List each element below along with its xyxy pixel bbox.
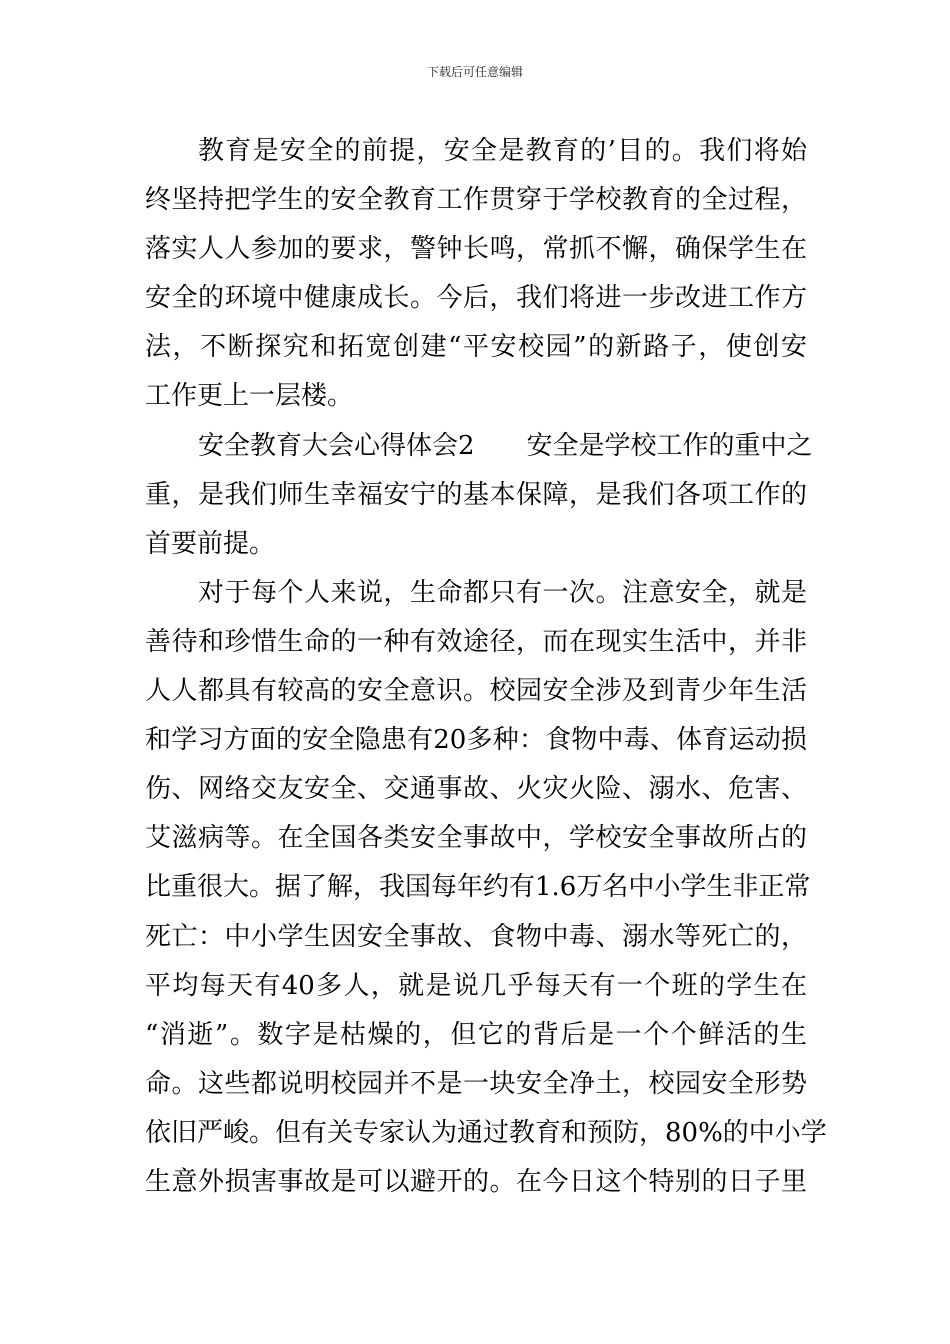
text-line: 生意外损害事故是可以避开的。在今日这个特别的日子里 bbox=[145, 1166, 807, 1197]
text-line: “消逝”。数字是枯燥的，但它的背后是一个个鲜活的生 bbox=[145, 1019, 807, 1050]
text-line: 命。这些都说明校园并不是一块安全净土，校园安全形势 bbox=[145, 1068, 807, 1099]
text-line: 善待和珍惜生命的一种有效途径，而在现实生活中，并非 bbox=[145, 626, 807, 657]
text-line: 对于每个人来说，生命都只有一次。注意安全，就是 bbox=[198, 577, 807, 608]
text-line: 落实人人参加的要求，警钟长鸣，常抓不懈，确保学生在 bbox=[145, 234, 807, 265]
text-line: 安全的环境中健康成长。今后，我们将进一步改进工作方 bbox=[145, 283, 807, 314]
text-line: 平均每天有40多人，就是说几乎每天有一个班的学生在 bbox=[145, 970, 807, 1001]
text-line: 重，是我们师生幸福安宁的基本保障，是我们各项工作的 bbox=[145, 479, 807, 510]
text-line: 首要前提。 bbox=[145, 528, 276, 559]
text-line: 死亡：中小学生因安全事故、食物中毒、溺水等死亡的， bbox=[145, 921, 807, 952]
page-header: 下载后可任意编辑 bbox=[426, 65, 523, 79]
text-line: 法，不断探究和拓宽创建“平安校园”的新路子，使创安 bbox=[145, 332, 807, 363]
text-line: 艾滋病等。在全国各类安全事故中，学校安全事故所占的 bbox=[145, 823, 807, 854]
text-line: 比重很大。据了解，我国每年约有1.6万名中小学生非正常 bbox=[145, 872, 811, 903]
text-line: 伤、网络交友安全、交通事故、火灾火险、溺水、危害、 bbox=[145, 774, 807, 805]
text-line: 工作更上一层楼。 bbox=[145, 381, 354, 412]
text-line: 人人都具有较高的安全意识。校园安全涉及到青少年生活 bbox=[145, 676, 807, 707]
text-line: 安全教育大会心得体会2 安全是学校工作的重中之 bbox=[198, 430, 813, 461]
text-line: 和学习方面的安全隐患有20多种：食物中毒、体育运动损 bbox=[145, 725, 807, 756]
text-line: 教育是安全的前提，安全是教育的’目的。我们将始 bbox=[198, 136, 807, 166]
document-body bbox=[145, 127, 827, 1207]
text-line: 终坚持把学生的安全教育工作贯穿于学校教育的全过程， bbox=[145, 185, 807, 216]
text-line: 依旧严峻。但有关专家认为通过教育和预防，80%的中小学 bbox=[145, 1117, 827, 1148]
